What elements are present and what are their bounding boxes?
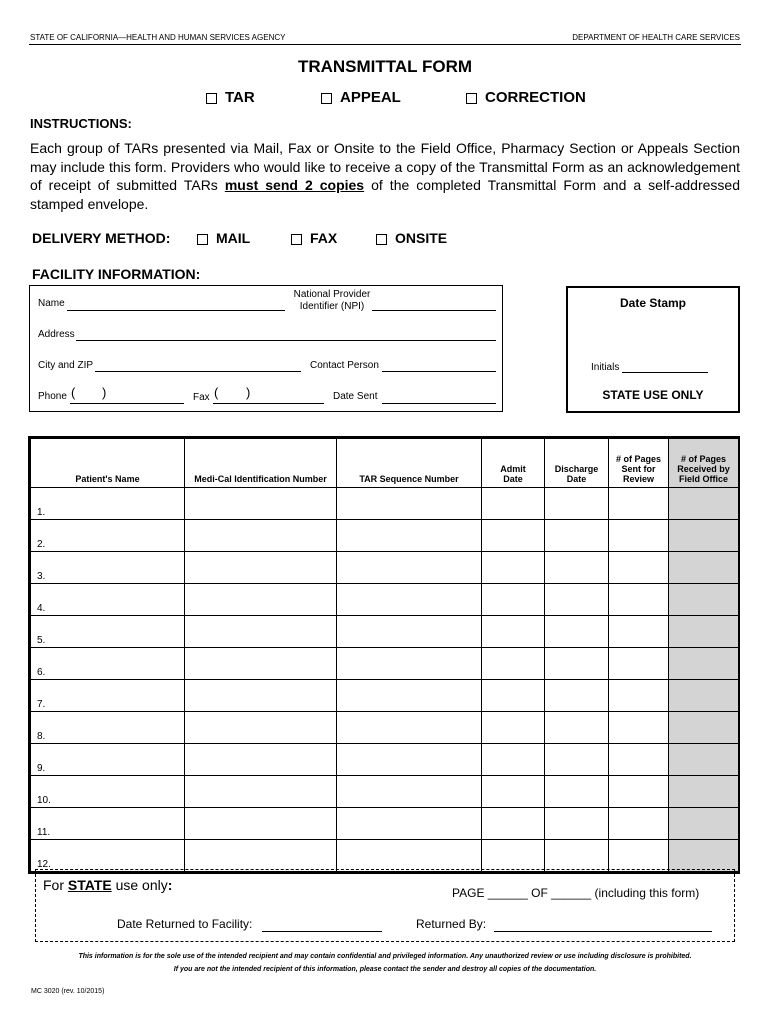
correction-checkbox[interactable] bbox=[466, 93, 477, 104]
date-returned-field[interactable] bbox=[262, 931, 382, 932]
table-cell[interactable] bbox=[337, 840, 482, 872]
table-cell[interactable] bbox=[482, 616, 545, 648]
table-cell[interactable] bbox=[669, 520, 739, 552]
instructions-emphasis: must send 2 copies bbox=[224, 177, 365, 193]
date-returned-label: Date Returned to Facility: bbox=[117, 917, 253, 931]
table-cell[interactable] bbox=[609, 552, 669, 584]
col-medi-cal-id: Medi-Cal Identification Number bbox=[185, 439, 337, 488]
table-cell[interactable] bbox=[337, 808, 482, 840]
table-cell[interactable] bbox=[609, 584, 669, 616]
table-cell[interactable] bbox=[609, 520, 669, 552]
department-header: DEPARTMENT OF HEALTH CARE SERVICES bbox=[572, 33, 740, 42]
table-cell[interactable] bbox=[337, 584, 482, 616]
row-number-cell[interactable]: 10. bbox=[31, 776, 185, 808]
table-row bbox=[31, 648, 739, 680]
table-cell[interactable] bbox=[609, 840, 669, 872]
address-label: Address bbox=[38, 329, 75, 340]
table-cell[interactable] bbox=[545, 616, 609, 648]
table-cell[interactable] bbox=[482, 776, 545, 808]
table-row bbox=[31, 744, 739, 776]
table-cell[interactable] bbox=[609, 776, 669, 808]
returned-by-label: Returned By: bbox=[416, 917, 487, 931]
table-cell[interactable] bbox=[545, 584, 609, 616]
table-cell[interactable] bbox=[669, 584, 739, 616]
table-cell[interactable] bbox=[609, 808, 669, 840]
fax-label: Fax bbox=[193, 392, 210, 403]
date-stamp-title: Date Stamp bbox=[619, 296, 687, 310]
phone-field[interactable] bbox=[70, 403, 184, 404]
npi-label-2: Identifier (NPI) bbox=[299, 301, 365, 312]
row-number-cell[interactable]: 5. bbox=[31, 616, 185, 648]
table-cell[interactable] bbox=[669, 616, 739, 648]
table-cell[interactable] bbox=[669, 712, 739, 744]
table-cell[interactable] bbox=[609, 680, 669, 712]
row-number-cell[interactable]: 8. bbox=[31, 712, 185, 744]
npi-field[interactable] bbox=[372, 310, 496, 311]
form-number: MC 3020 (rev. 10/2015) bbox=[31, 988, 105, 995]
correction-label: CORRECTION bbox=[485, 89, 586, 106]
table-cell[interactable] bbox=[482, 744, 545, 776]
onsite-checkbox[interactable] bbox=[376, 234, 387, 245]
patient-table bbox=[28, 436, 740, 874]
table-cell[interactable] bbox=[185, 648, 337, 680]
table-cell[interactable] bbox=[482, 808, 545, 840]
table-cell[interactable] bbox=[545, 840, 609, 872]
correction-option[interactable] bbox=[466, 89, 586, 106]
col-discharge-date: Discharge Date bbox=[545, 439, 609, 488]
tar-label: TAR bbox=[225, 89, 255, 106]
table-row bbox=[31, 680, 739, 712]
header-rule bbox=[29, 44, 741, 45]
name-field[interactable] bbox=[67, 310, 285, 311]
table-header-row bbox=[31, 439, 739, 488]
tar-checkbox[interactable] bbox=[206, 93, 217, 104]
table-cell[interactable] bbox=[185, 584, 337, 616]
table-cell[interactable] bbox=[545, 680, 609, 712]
city-zip-label: City and ZIP bbox=[38, 360, 94, 371]
row-number-cell[interactable]: 1. bbox=[31, 488, 185, 520]
npi-label-1: National Provider bbox=[293, 289, 371, 300]
city-zip-field[interactable] bbox=[95, 371, 301, 372]
table-cell[interactable] bbox=[185, 712, 337, 744]
col-admit-date: Admit Date bbox=[482, 439, 545, 488]
col-tar-sequence: TAR Sequence Number bbox=[337, 439, 482, 488]
instructions-heading: INSTRUCTIONS: bbox=[30, 116, 132, 131]
row-number-cell[interactable]: 6. bbox=[31, 648, 185, 680]
table-cell[interactable] bbox=[482, 552, 545, 584]
table-cell[interactable] bbox=[545, 808, 609, 840]
onsite-option[interactable]: ONSITE bbox=[376, 230, 447, 246]
table-cell[interactable] bbox=[609, 488, 669, 520]
table-cell[interactable] bbox=[482, 488, 545, 520]
table-cell[interactable] bbox=[337, 488, 482, 520]
table-row bbox=[31, 840, 739, 872]
initials-label: Initials bbox=[591, 362, 620, 373]
table-cell[interactable] bbox=[185, 808, 337, 840]
table-cell[interactable] bbox=[482, 520, 545, 552]
table-cell[interactable] bbox=[337, 616, 482, 648]
table-cell[interactable] bbox=[545, 712, 609, 744]
table-cell[interactable] bbox=[669, 680, 739, 712]
phone-paren-open: ( bbox=[71, 385, 76, 400]
table-cell[interactable] bbox=[482, 648, 545, 680]
table-cell[interactable] bbox=[185, 488, 337, 520]
row-number-cell[interactable]: 12. bbox=[31, 840, 185, 872]
table-cell[interactable] bbox=[545, 744, 609, 776]
page-of-label: PAGE ______ OF ______ (including this form) bbox=[452, 886, 700, 900]
facility-heading: FACILITY INFORMATION: bbox=[32, 266, 201, 282]
date-sent-label: Date Sent bbox=[333, 391, 378, 402]
table-cell[interactable] bbox=[545, 648, 609, 680]
fax-paren-close: ) bbox=[246, 385, 251, 400]
table-cell[interactable] bbox=[482, 584, 545, 616]
table-row bbox=[31, 552, 739, 584]
fax-checkbox[interactable] bbox=[291, 234, 302, 245]
table-cell[interactable] bbox=[337, 552, 482, 584]
table-cell[interactable] bbox=[337, 648, 482, 680]
table-cell[interactable] bbox=[185, 680, 337, 712]
facility-box bbox=[29, 285, 503, 412]
row-number-cell[interactable]: 2. bbox=[31, 520, 185, 552]
row-number-cell[interactable]: 11. bbox=[31, 808, 185, 840]
table-row bbox=[31, 616, 739, 648]
table-cell[interactable] bbox=[337, 520, 482, 552]
table-cell[interactable] bbox=[482, 680, 545, 712]
appeal-option[interactable] bbox=[321, 89, 401, 106]
table-cell[interactable] bbox=[545, 520, 609, 552]
table-cell[interactable] bbox=[185, 552, 337, 584]
table-row bbox=[31, 776, 739, 808]
table-row bbox=[31, 712, 739, 744]
fax-option[interactable]: FAX bbox=[291, 230, 337, 246]
name-label: Name bbox=[38, 298, 65, 309]
date-sent-field[interactable] bbox=[382, 403, 496, 404]
col-pages-sent: # of Pages Sent for Review bbox=[609, 439, 669, 488]
table-cell[interactable] bbox=[669, 808, 739, 840]
table-cell[interactable] bbox=[669, 648, 739, 680]
table-cell[interactable] bbox=[669, 840, 739, 872]
table-cell[interactable] bbox=[337, 776, 482, 808]
contact-person-label: Contact Person bbox=[310, 360, 379, 371]
table-cell[interactable] bbox=[609, 648, 669, 680]
appeal-checkbox[interactable] bbox=[321, 93, 332, 104]
table-cell[interactable] bbox=[545, 552, 609, 584]
table-row bbox=[31, 520, 739, 552]
table-cell[interactable] bbox=[337, 744, 482, 776]
agency-header: STATE OF CALIFORNIA—HEALTH AND HUMAN SERVICES AGENCY bbox=[30, 33, 286, 42]
row-number-cell[interactable]: 4. bbox=[31, 584, 185, 616]
mail-checkbox[interactable] bbox=[197, 234, 208, 245]
table-cell[interactable] bbox=[545, 488, 609, 520]
fax-paren-open: ( bbox=[214, 385, 219, 400]
table-cell[interactable] bbox=[482, 712, 545, 744]
phone-paren-close: ) bbox=[102, 385, 107, 400]
table-cell[interactable] bbox=[185, 616, 337, 648]
table-cell[interactable] bbox=[609, 712, 669, 744]
table-cell[interactable] bbox=[482, 840, 545, 872]
returned-by-field[interactable] bbox=[494, 931, 712, 932]
mail-option[interactable]: MAIL bbox=[197, 230, 250, 246]
table-cell[interactable] bbox=[545, 776, 609, 808]
table-cell[interactable] bbox=[669, 744, 739, 776]
table-cell[interactable] bbox=[609, 616, 669, 648]
table-cell[interactable] bbox=[185, 744, 337, 776]
confidentiality-notice: This information is for the sole use of the intended recipient and may contain confidential and privileged information. Any unauthorized review or use including disclosure is prohibited. bbox=[78, 953, 692, 960]
table-row bbox=[31, 488, 739, 520]
col-pages-received: # of Pages Received by Field Office bbox=[669, 439, 739, 488]
row-number-cell[interactable]: 3. bbox=[31, 552, 185, 584]
form-title: TRANSMITTAL FORM bbox=[297, 57, 473, 76]
phone-label: Phone bbox=[38, 391, 67, 402]
instructions-text: Each group of TARs presented via Mail, Fax or Onsite to the Field Office, Pharmacy Section or Appeals Section may include this form. Providers who would like to receive a copy of the Transmittal Form as an acknowledgement of receipt of submitted TARs must send 2 copies of the completed Transmittal Form and a self-addressed stamped envelope. bbox=[30, 140, 740, 212]
recipient-notice: If you are not the intended recipient of this information, please contact the sender and destroy all copies of the documentation. bbox=[173, 966, 597, 973]
row-number-cell[interactable]: 7. bbox=[31, 680, 185, 712]
initials-field[interactable] bbox=[622, 372, 708, 373]
appeal-label: APPEAL bbox=[340, 89, 401, 106]
fax-field[interactable] bbox=[213, 403, 324, 404]
table-cell[interactable] bbox=[609, 744, 669, 776]
contact-person-field[interactable] bbox=[382, 371, 496, 372]
table-cell[interactable] bbox=[669, 552, 739, 584]
table-cell[interactable] bbox=[185, 840, 337, 872]
table-row bbox=[31, 808, 739, 840]
table-cell[interactable] bbox=[669, 776, 739, 808]
for-state-use-label: For STATE use only: bbox=[43, 877, 173, 893]
delivery-method-label: DELIVERY METHOD: bbox=[32, 230, 171, 246]
state-use-only-label: STATE USE ONLY bbox=[602, 388, 704, 402]
table-cell[interactable] bbox=[669, 488, 739, 520]
address-field[interactable] bbox=[76, 340, 496, 341]
col-patient-name: Patient's Name bbox=[31, 439, 185, 488]
table-cell[interactable] bbox=[185, 520, 337, 552]
row-number-cell[interactable]: 9. bbox=[31, 744, 185, 776]
table-row bbox=[31, 584, 739, 616]
table-cell[interactable] bbox=[337, 712, 482, 744]
tar-option[interactable] bbox=[206, 89, 255, 106]
table-cell[interactable] bbox=[185, 776, 337, 808]
table-cell[interactable] bbox=[337, 680, 482, 712]
